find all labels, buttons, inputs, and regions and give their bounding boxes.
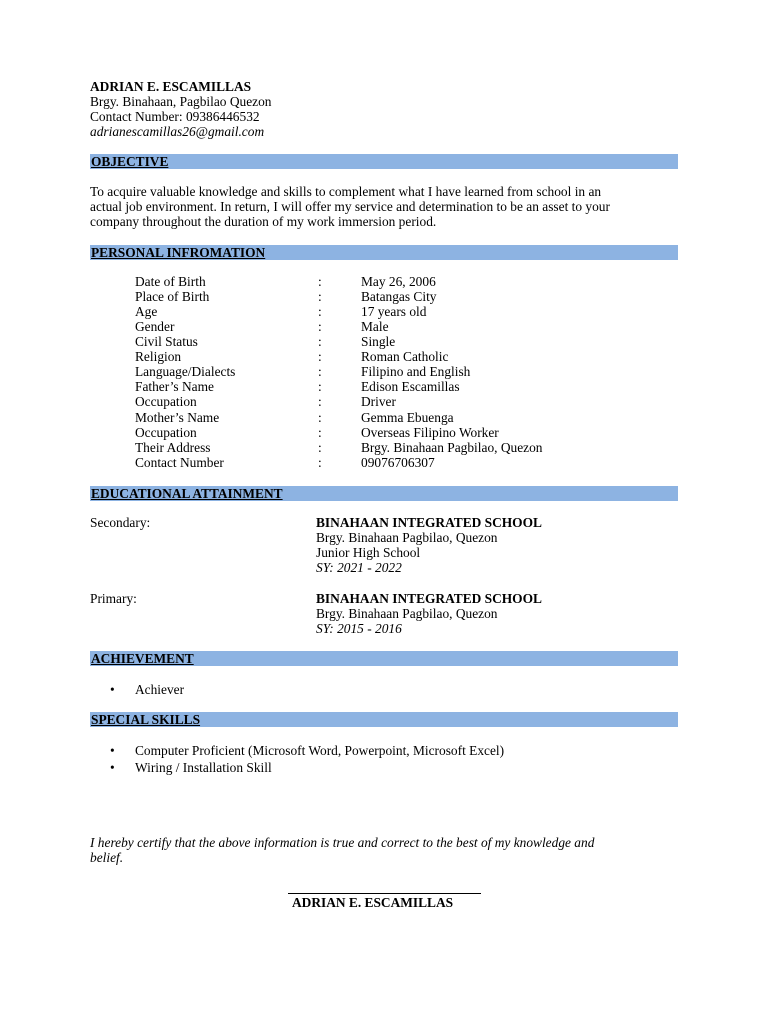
info-value: Single [361, 334, 396, 349]
achievement-text: Achiever [135, 682, 185, 697]
info-separator: : [318, 440, 322, 455]
info-separator: : [318, 349, 322, 364]
certification-statement [90, 835, 680, 865]
section-header-special-skills [90, 712, 678, 727]
bullet-icon: • [110, 682, 115, 697]
section-header-achievement [90, 651, 678, 666]
info-value: Driver [361, 394, 396, 409]
education-secondary-label: Secondary: [90, 515, 151, 530]
applicant-address: Brgy. Binahaan, Pagbilao Quezon [90, 94, 272, 109]
section-header-personal-information [90, 245, 678, 260]
info-value: Brgy. Binahaan Pagbilao, Quezon [361, 440, 543, 455]
info-row [135, 455, 675, 470]
info-label: Contact Number [135, 455, 224, 470]
info-value: Filipino and English [361, 364, 471, 379]
info-label: Date of Birth [135, 274, 206, 289]
info-label: Place of Birth [135, 289, 210, 304]
info-separator: : [318, 379, 322, 394]
education-primary-details [316, 591, 542, 636]
objective-text [90, 184, 680, 229]
section-header-education [90, 486, 678, 501]
info-value: Edison Escamillas [361, 379, 460, 394]
info-label: Gender [135, 319, 175, 334]
info-row [135, 425, 675, 440]
info-row [135, 379, 675, 394]
info-label: Mother’s Name [135, 410, 220, 425]
school-year: SY: 2015 - 2016 [316, 621, 402, 636]
info-separator: : [318, 319, 322, 334]
skill-text: Wiring / Installation Skill [135, 760, 272, 775]
info-row [135, 364, 675, 379]
bullet-icon: • [110, 743, 115, 758]
education-primary-label: Primary: [90, 591, 137, 606]
section-title: ACHIEVEMENT [91, 651, 194, 666]
info-row [135, 440, 675, 455]
bullet-icon: • [110, 760, 115, 775]
info-value: Roman Catholic [361, 349, 449, 364]
info-label: Occupation [135, 394, 197, 409]
info-separator: : [318, 334, 322, 349]
info-separator: : [318, 289, 322, 304]
info-row [135, 319, 675, 334]
info-value: 09076706307 [361, 455, 435, 470]
objective-line: company throughout the duration of my work immersion period. [90, 214, 437, 229]
info-separator: : [318, 364, 322, 379]
info-separator: : [318, 304, 322, 319]
info-separator: : [318, 455, 322, 470]
info-label: Age [135, 304, 158, 319]
school-year: SY: 2021 - 2022 [316, 560, 402, 575]
info-row [135, 304, 675, 319]
info-separator: : [318, 410, 322, 425]
info-label: Occupation [135, 425, 197, 440]
info-row [135, 289, 675, 304]
info-label: Religion [135, 349, 182, 364]
school-address: Brgy. Binahaan Pagbilao, Quezon [316, 530, 498, 545]
applicant-email: adrianescamillas26@gmail.com [90, 124, 265, 139]
signature-line [288, 893, 481, 894]
info-label: Their Address [135, 440, 211, 455]
info-row [135, 394, 675, 409]
objective-line: actual job environment. In return, I will offer my service and determination to be an asset to your [90, 199, 610, 214]
info-value: Batangas City [361, 289, 437, 304]
section-title: EDUCATIONAL ATTAINMENT [91, 486, 283, 501]
applicant-contact: Contact Number: 09386446532 [90, 109, 260, 124]
header [90, 79, 678, 139]
info-value: Gemma Ebuenga [361, 410, 454, 425]
certification-line: I hereby certify that the above information is true and correct to the best of my knowledge and [90, 835, 595, 850]
info-value: May 26, 2006 [361, 274, 436, 289]
section-header-objective [90, 154, 678, 169]
info-separator: : [318, 425, 322, 440]
info-row [135, 410, 675, 425]
info-value: Overseas Filipino Worker [361, 425, 499, 440]
info-row [135, 334, 675, 349]
education-secondary-details [316, 515, 542, 575]
section-title: PERSONAL INFROMATION [91, 245, 266, 260]
info-separator: : [318, 274, 322, 289]
applicant-name: ADRIAN E. ESCAMILLAS [90, 79, 252, 94]
school-level: Junior High School [316, 545, 421, 560]
signature-name: ADRIAN E. ESCAMILLAS [292, 895, 454, 910]
section-title: OBJECTIVE [91, 154, 169, 169]
info-value: 17 years old [361, 304, 427, 319]
objective-line: To acquire valuable knowledge and skills to complement what I have learned from school in an [90, 184, 602, 199]
school-address: Brgy. Binahaan Pagbilao, Quezon [316, 606, 498, 621]
info-row [135, 274, 675, 289]
section-title: SPECIAL SKILLS [91, 712, 201, 727]
certification-line: belief. [90, 850, 124, 865]
info-value: Male [361, 319, 389, 334]
info-separator: : [318, 394, 322, 409]
info-label: Language/Dialects [135, 364, 236, 379]
info-label: Civil Status [135, 334, 198, 349]
school-name: BINAHAAN INTEGRATED SCHOOL [316, 515, 542, 530]
skill-text: Computer Proficient (Microsoft Word, Powerpoint, Microsoft Excel) [135, 743, 505, 758]
info-label: Father’s Name [135, 379, 214, 394]
info-row [135, 349, 675, 364]
school-name: BINAHAAN INTEGRATED SCHOOL [316, 591, 542, 606]
